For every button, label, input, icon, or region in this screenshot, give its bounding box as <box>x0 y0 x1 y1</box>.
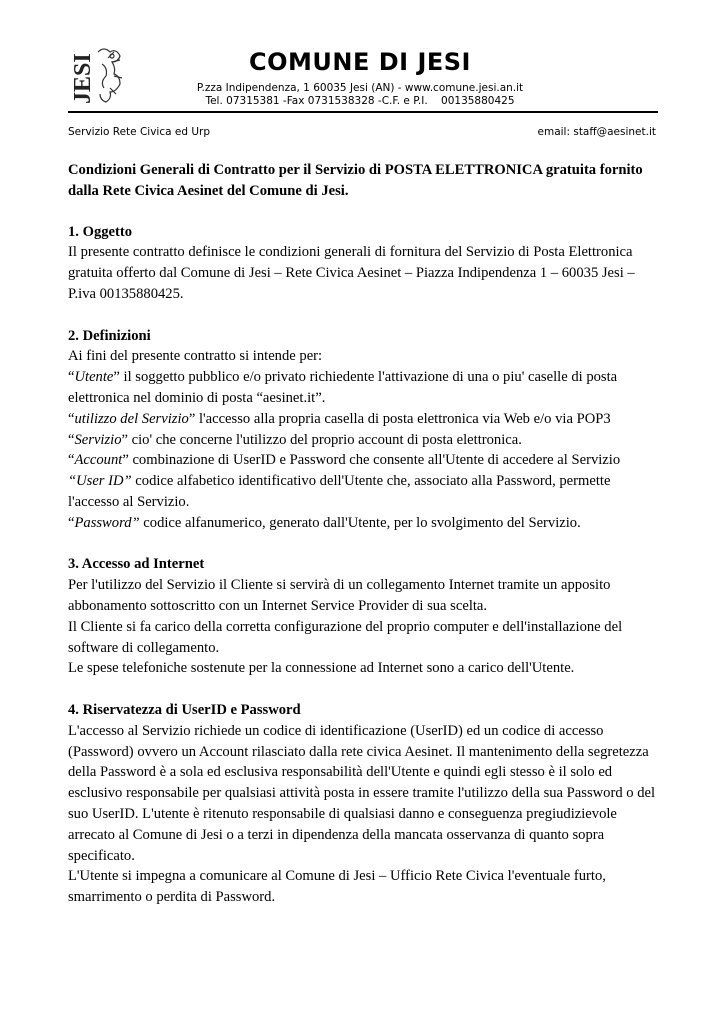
paragraph: Per l'utilizzo del Servizio il Cliente si servirà di un collegamento Internet tramite un apposito abbonamento sottoscritto con un Internet Service Provider di sua scelta. <box>68 577 611 614</box>
address-line: P.zza Indipendenza, 1 60035 Jesi (AN) - www.comune.jesi.an.it <box>196 82 524 94</box>
definition-servizio: “Servizio” cio' che concerne l'utilizzo del proprio account di posta elettronica. <box>68 431 522 448</box>
definition-text: l'accesso alla propria casella di posta elettronica via Web e/o via POP3 <box>195 410 611 427</box>
definition-text: codice alfanumerico, generato dall'Utente, per lo svolgimento del Servizio. <box>139 514 581 531</box>
definition-text: cio' che concerne l'utilizzo del proprio account di posta elettronica. <box>128 431 522 448</box>
paragraph: L'accesso al Servizio richiede un codice di identificazione (UserID) ed un codice di accesso (Password) ovvero un Account rilasciato dalla rete civica Aesinet. Il mantenimento della segretezza della Password è a sola ed esclusiva responsabilità dell'Utente e quindi egli stesso è il solo ed esclusivo responsabile per qualsiasi attività posta in essere tramite l'utilizzo della sua Password o del suo UserID. L'utente è ritenuto responsabile di qualsiasi danno e conseguenza pregiudizievole arrecato al Comune di Jesi o a terzi in dipendenza della mancata osservanza di quanto sopra specificato. <box>68 722 656 864</box>
term: Servizio <box>74 431 122 448</box>
contact-line: Tel. 07315381 -Fax 0731538328 -C.F. e P.I. 00135880425 <box>205 95 515 107</box>
term: Password” <box>74 514 140 531</box>
definitions-intro: Ai fini del presente contratto si intende per: <box>68 348 323 365</box>
definition-userid <box>68 471 658 513</box>
definition-account: “Account” combinazione di UserID e Password che consente all'Utente di accedere al Servizio <box>68 452 621 469</box>
paragraph: Il Cliente si fa carico della corretta configurazione del proprio computer e dell'installazione del software di collegamento. <box>68 618 623 656</box>
term: Utente <box>74 369 114 386</box>
section-oggetto <box>68 222 658 305</box>
section-heading: 2. Definizioni <box>68 327 151 344</box>
definition-password: “Password” codice alfanumerico, generato dall'Utente, per lo svolgimento del Servizio. <box>68 514 581 531</box>
definition-text: il soggetto pubblico e/o privato richiedente l'attivazione di una o piu' caselle di posta elettronica nel dominio di posta “aesinet.it”. <box>68 369 618 406</box>
section-riservatezza <box>68 700 658 908</box>
section-accesso-internet <box>68 554 658 679</box>
section-heading: 1. Oggetto <box>68 223 133 240</box>
term: utilizzo del Servizio <box>74 410 189 427</box>
definition-utilizzo: “utilizzo del Servizio” l'accesso alla propria casella di posta elettronica via Web e/o via POP3 <box>68 410 611 427</box>
definition-text: codice alfabetico identificativo dell'Utente che, associato alla Password, permette l'accesso al Servizio. <box>68 473 611 510</box>
section-heading: 4. Riservatezza di UserID e Password <box>68 701 301 718</box>
term: Account <box>74 452 123 469</box>
paragraph: L'Utente si impegna a comunicare al Comune di Jesi – Ufficio Rete Civica l'eventuale furto, smarrimento o perdita di Password. <box>68 868 606 906</box>
paragraph: Le spese telefoniche sostenute per la connessione ad Internet sono a carico dell'Utente. <box>68 660 575 677</box>
section-heading: 3. Accesso ad Internet <box>68 556 205 573</box>
service-name: Servizio Rete Civica ed Urp <box>68 126 211 138</box>
section-definizioni <box>68 326 658 534</box>
document-body <box>68 160 658 929</box>
paragraph: Il presente contratto definisce le condizioni generali di fornitura del Servizio di Posta Elettronica gratuita offerto dal Comune di Jesi – Rete Civica Aesinet – Piazza Indipendenza 1 – 60035 Jesi – P.iva 00135880425. <box>68 244 635 302</box>
document-title: Condizioni Generali di Contratto per il Servizio di POSTA ELETTRONICA gratuita fornito dalla Rete Civica Aesinet del Comune di Jesi. <box>68 162 643 199</box>
jesi-crest-logo <box>68 44 130 106</box>
header-divider <box>68 111 658 113</box>
organization-name: COMUNE DI JESI <box>249 48 471 76</box>
definition-utente: “Utente” il soggetto pubblico e/o privato richiedente l'attivazione di una o piu' caselle di posta elettronica nel dominio di posta “aesinet.it”. <box>68 369 618 406</box>
definition-text: combinazione di UserID e Password che consente all'Utente di accedere al Servizio <box>128 452 621 469</box>
logo-text: JESI <box>70 53 96 104</box>
contact-email: email: staff@aesinet.it <box>537 126 656 138</box>
term: “User ID” <box>68 473 132 490</box>
